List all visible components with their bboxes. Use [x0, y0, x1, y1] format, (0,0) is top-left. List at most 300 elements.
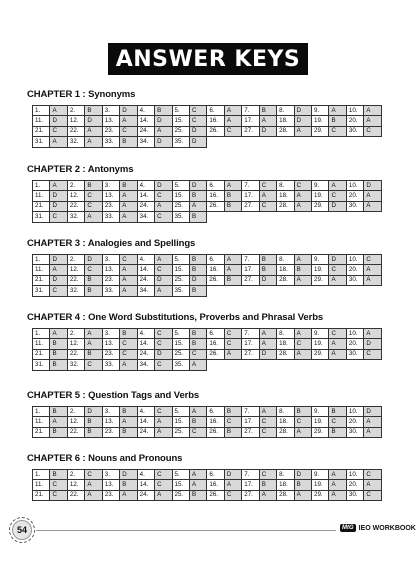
- answer-cell: D: [50, 201, 67, 211]
- question-number: 11.: [33, 480, 50, 490]
- question-number: 21.: [33, 490, 50, 500]
- answer-cell: D: [364, 407, 382, 417]
- question-number: 35.: [172, 137, 189, 147]
- empty-cell: [312, 286, 329, 296]
- footer-brand: [340, 524, 416, 532]
- answer-cell: D: [294, 106, 311, 116]
- empty-cell: [294, 212, 311, 222]
- answer-cell: B: [50, 349, 67, 359]
- empty-cell: [207, 137, 224, 147]
- answer-cell: A: [189, 470, 206, 480]
- answer-cell: C: [329, 191, 346, 201]
- answer-cell: C: [259, 181, 276, 191]
- question-number: 22.: [67, 490, 84, 500]
- question-number: 1.: [33, 255, 50, 265]
- question-number: 8.: [277, 106, 294, 116]
- answer-cell: A: [294, 126, 311, 136]
- empty-cell: [242, 212, 259, 222]
- answer-cell: C: [189, 106, 206, 116]
- question-number: 21.: [33, 427, 50, 437]
- answer-cell: B: [120, 480, 137, 490]
- answer-cell: D: [50, 191, 67, 201]
- answer-cell: B: [50, 339, 67, 349]
- answer-cell: C: [224, 417, 241, 427]
- answer-cell: C: [224, 126, 241, 136]
- question-number: 27.: [242, 275, 259, 285]
- answer-cell: B: [120, 137, 137, 147]
- question-number: 8.: [277, 181, 294, 191]
- question-number: 31.: [33, 137, 50, 147]
- answer-cell: C: [364, 349, 382, 359]
- question-number: 24.: [137, 275, 154, 285]
- answer-cell: B: [224, 407, 241, 417]
- empty-cell: [364, 212, 382, 222]
- table-row: [33, 360, 382, 370]
- table-row: [33, 339, 382, 349]
- question-number: 14.: [137, 417, 154, 427]
- answer-cell: C: [329, 417, 346, 427]
- answer-cell: D: [259, 349, 276, 359]
- answer-cell: D: [189, 181, 206, 191]
- answer-key-table: [32, 406, 382, 438]
- empty-cell: [294, 286, 311, 296]
- table-row: [33, 349, 382, 359]
- answer-cell: A: [120, 212, 137, 222]
- question-number: 12.: [67, 480, 84, 490]
- question-number: 18.: [277, 116, 294, 126]
- question-number: 20.: [346, 339, 363, 349]
- table-row: [33, 116, 382, 126]
- empty-cell: [207, 360, 224, 370]
- question-number: 23.: [102, 275, 119, 285]
- answer-cell: D: [329, 201, 346, 211]
- chapter-title: CHAPTER 4 : One Word Substitutions, Proverbs and Phrasal Verbs: [27, 312, 324, 323]
- empty-cell: [312, 212, 329, 222]
- question-number: 3.: [102, 329, 119, 339]
- empty-cell: [346, 212, 363, 222]
- answer-cell: C: [85, 201, 102, 211]
- answer-cell: A: [189, 407, 206, 417]
- question-number: 1.: [33, 106, 50, 116]
- question-number: 34.: [137, 360, 154, 370]
- answer-cell: C: [50, 126, 67, 136]
- question-number: 28.: [277, 349, 294, 359]
- answer-cell: D: [224, 470, 241, 480]
- empty-cell: [207, 212, 224, 222]
- empty-cell: [259, 137, 276, 147]
- question-number: 17.: [242, 265, 259, 275]
- answer-cell: D: [85, 255, 102, 265]
- answer-cell: A: [120, 286, 137, 296]
- empty-cell: [364, 286, 382, 296]
- question-number: 12.: [67, 191, 84, 201]
- answer-cell: B: [189, 490, 206, 500]
- question-number: 14.: [137, 265, 154, 275]
- answer-cell: B: [189, 255, 206, 265]
- page-number-badge: [9, 517, 35, 543]
- question-number: 15.: [172, 265, 189, 275]
- answer-cell: C: [364, 490, 382, 500]
- answer-cell: A: [224, 349, 241, 359]
- answer-cell: A: [120, 275, 137, 285]
- chapter-2: [27, 163, 387, 223]
- question-number: 32.: [67, 212, 84, 222]
- question-number: 29.: [312, 427, 329, 437]
- answer-cell: A: [329, 339, 346, 349]
- question-number: 33.: [102, 137, 119, 147]
- table-row: [33, 212, 382, 222]
- empty-cell: [277, 286, 294, 296]
- empty-cell: [294, 137, 311, 147]
- question-number: 6.: [207, 407, 224, 417]
- question-number: 9.: [312, 255, 329, 265]
- question-number: 5.: [172, 255, 189, 265]
- answer-key-table: [32, 105, 382, 148]
- answer-cell: C: [50, 480, 67, 490]
- answer-cell: A: [364, 191, 382, 201]
- answer-cell: B: [189, 191, 206, 201]
- answer-cell: C: [155, 470, 172, 480]
- answer-cell: A: [50, 181, 67, 191]
- answer-cell: B: [329, 407, 346, 417]
- answer-cell: A: [329, 480, 346, 490]
- answer-cell: C: [155, 212, 172, 222]
- answer-cell: C: [155, 265, 172, 275]
- answer-cell: A: [120, 116, 137, 126]
- chapter-3: [27, 237, 387, 297]
- empty-cell: [329, 360, 346, 370]
- answer-cell: A: [224, 181, 241, 191]
- answer-cell: A: [294, 201, 311, 211]
- table-row: [33, 490, 382, 500]
- chapter-6: [27, 452, 387, 501]
- empty-cell: [312, 137, 329, 147]
- question-number: 11.: [33, 265, 50, 275]
- question-number: 35.: [172, 360, 189, 370]
- question-number: 19.: [312, 480, 329, 490]
- question-number: 21.: [33, 275, 50, 285]
- answer-key-table: [32, 328, 382, 371]
- question-number: 6.: [207, 181, 224, 191]
- question-number: 14.: [137, 116, 154, 126]
- answer-cell: B: [85, 427, 102, 437]
- answer-cell: C: [120, 255, 137, 265]
- question-number: 3.: [102, 181, 119, 191]
- answer-cell: B: [85, 275, 102, 285]
- question-number: 26.: [207, 201, 224, 211]
- brand-logo: MtG: [342, 525, 354, 531]
- answer-cell: A: [294, 349, 311, 359]
- question-number: 10.: [346, 407, 363, 417]
- question-number: 8.: [277, 470, 294, 480]
- answer-cell: B: [155, 106, 172, 116]
- question-number: 26.: [207, 427, 224, 437]
- answer-cell: A: [364, 201, 382, 211]
- table-row: [33, 191, 382, 201]
- question-number: 24.: [137, 201, 154, 211]
- answer-cell: C: [85, 470, 102, 480]
- question-number: 33.: [102, 212, 119, 222]
- answer-cell: C: [329, 265, 346, 275]
- empty-cell: [224, 137, 241, 147]
- table-row: [33, 126, 382, 136]
- question-number: 8.: [277, 255, 294, 265]
- question-number: 33.: [102, 286, 119, 296]
- empty-cell: [224, 360, 241, 370]
- answer-cell: B: [85, 106, 102, 116]
- chapter-1: [27, 88, 387, 148]
- answer-cell: A: [329, 181, 346, 191]
- answer-cell: B: [189, 212, 206, 222]
- answer-cell: D: [294, 116, 311, 126]
- answer-cell: A: [120, 201, 137, 211]
- table-row: [33, 470, 382, 480]
- table-row: [33, 201, 382, 211]
- question-number: 27.: [242, 427, 259, 437]
- answer-cell: A: [155, 255, 172, 265]
- answer-cell: C: [50, 286, 67, 296]
- answer-cell: A: [259, 407, 276, 417]
- question-number: 3.: [102, 106, 119, 116]
- answer-cell: C: [155, 480, 172, 490]
- answer-cell: D: [364, 339, 382, 349]
- answer-cell: A: [85, 490, 102, 500]
- answer-cell: B: [294, 265, 311, 275]
- question-number: 2.: [67, 106, 84, 116]
- table-row: [33, 137, 382, 147]
- empty-cell: [364, 360, 382, 370]
- page-title: ANSWER KEYS: [108, 43, 308, 75]
- answer-cell: A: [294, 329, 311, 339]
- question-number: 14.: [137, 339, 154, 349]
- answer-cell: B: [189, 265, 206, 275]
- question-number: 22.: [67, 349, 84, 359]
- question-number: 12.: [67, 417, 84, 427]
- question-number: 15.: [172, 116, 189, 126]
- answer-cell: C: [259, 427, 276, 437]
- question-number: 1.: [33, 181, 50, 191]
- question-number: 11.: [33, 116, 50, 126]
- answer-cell: C: [85, 360, 102, 370]
- answer-cell: C: [155, 360, 172, 370]
- question-number: 29.: [312, 275, 329, 285]
- answer-cell: A: [50, 329, 67, 339]
- answer-cell: A: [294, 255, 311, 265]
- table-row: [33, 265, 382, 275]
- table-row: [33, 106, 382, 116]
- answer-cell: A: [364, 265, 382, 275]
- answer-cell: C: [329, 126, 346, 136]
- question-number: 8.: [277, 407, 294, 417]
- question-number: 16.: [207, 339, 224, 349]
- answer-cell: D: [189, 275, 206, 285]
- question-number: 7.: [242, 470, 259, 480]
- answer-cell: D: [50, 275, 67, 285]
- question-number: 32.: [67, 360, 84, 370]
- chapter-4: [27, 311, 387, 371]
- answer-cell: B: [259, 106, 276, 116]
- answer-cell: B: [224, 201, 241, 211]
- question-number: 28.: [277, 490, 294, 500]
- question-number: 6.: [207, 255, 224, 265]
- answer-cell: A: [155, 427, 172, 437]
- answer-cell: A: [364, 329, 382, 339]
- question-number: 4.: [137, 329, 154, 339]
- answer-cell: C: [120, 339, 137, 349]
- question-number: 4.: [137, 181, 154, 191]
- question-number: 6.: [207, 329, 224, 339]
- empty-cell: [207, 286, 224, 296]
- question-number: 9.: [312, 407, 329, 417]
- answer-cell: B: [329, 427, 346, 437]
- question-number: 12.: [67, 339, 84, 349]
- question-number: 30.: [346, 201, 363, 211]
- question-number: 17.: [242, 339, 259, 349]
- question-number: 19.: [312, 265, 329, 275]
- answer-cell: C: [85, 265, 102, 275]
- question-number: 19.: [312, 339, 329, 349]
- question-number: 2.: [67, 407, 84, 417]
- answer-cell: A: [364, 480, 382, 490]
- question-number: 30.: [346, 427, 363, 437]
- answer-cell: A: [85, 212, 102, 222]
- answer-cell: A: [329, 275, 346, 285]
- answer-cell: A: [155, 490, 172, 500]
- question-number: 20.: [346, 480, 363, 490]
- answer-cell: A: [155, 286, 172, 296]
- empty-cell: [277, 212, 294, 222]
- answer-cell: C: [224, 329, 241, 339]
- answer-cell: A: [259, 329, 276, 339]
- answer-cell: C: [259, 201, 276, 211]
- question-number: 5.: [172, 106, 189, 116]
- question-number: 23.: [102, 201, 119, 211]
- question-number: 11.: [33, 191, 50, 201]
- answer-cell: C: [189, 427, 206, 437]
- question-number: 31.: [33, 212, 50, 222]
- question-number: 6.: [207, 470, 224, 480]
- question-number: 26.: [207, 126, 224, 136]
- question-number: 7.: [242, 329, 259, 339]
- answer-cell: A: [294, 275, 311, 285]
- answer-cell: B: [224, 275, 241, 285]
- answer-cell: D: [155, 137, 172, 147]
- answer-cell: B: [224, 427, 241, 437]
- question-number: 17.: [242, 480, 259, 490]
- empty-cell: [259, 212, 276, 222]
- question-number: 18.: [277, 417, 294, 427]
- question-number: 22.: [67, 126, 84, 136]
- question-number: 25.: [172, 126, 189, 136]
- chapter-5: [27, 389, 387, 438]
- answer-cell: A: [259, 116, 276, 126]
- answer-cell: A: [259, 339, 276, 349]
- question-number: 19.: [312, 417, 329, 427]
- empty-cell: [224, 212, 241, 222]
- answer-cell: C: [120, 349, 137, 359]
- question-number: 31.: [33, 286, 50, 296]
- table-row: [33, 407, 382, 417]
- question-number: 5.: [172, 407, 189, 417]
- empty-cell: [346, 286, 363, 296]
- question-number: 33.: [102, 360, 119, 370]
- answer-cell: C: [294, 181, 311, 191]
- answer-cell: A: [189, 480, 206, 490]
- question-number: 3.: [102, 255, 119, 265]
- table-row: [33, 286, 382, 296]
- question-number: 25.: [172, 349, 189, 359]
- answer-cell: B: [294, 480, 311, 490]
- question-number: 23.: [102, 349, 119, 359]
- question-number: 9.: [312, 470, 329, 480]
- question-number: 32.: [67, 137, 84, 147]
- answer-cell: A: [85, 339, 102, 349]
- answer-cell: A: [120, 360, 137, 370]
- question-number: 16.: [207, 116, 224, 126]
- question-number: 23.: [102, 126, 119, 136]
- question-number: 21.: [33, 126, 50, 136]
- question-number: 24.: [137, 490, 154, 500]
- question-number: 13.: [102, 116, 119, 126]
- answer-cell: C: [259, 470, 276, 480]
- answer-cell: D: [329, 255, 346, 265]
- question-number: 32.: [67, 286, 84, 296]
- answer-cell: A: [224, 116, 241, 126]
- question-number: 1.: [33, 407, 50, 417]
- question-number: 25.: [172, 427, 189, 437]
- question-number: 4.: [137, 106, 154, 116]
- empty-cell: [242, 137, 259, 147]
- question-number: 12.: [67, 265, 84, 275]
- answer-cell: A: [259, 490, 276, 500]
- answer-cell: A: [294, 490, 311, 500]
- answer-cell: A: [329, 349, 346, 359]
- question-number: 27.: [242, 349, 259, 359]
- chapter-title: CHAPTER 3 : Analogies and Spellings: [27, 238, 196, 249]
- question-number: 34.: [137, 137, 154, 147]
- answer-cell: A: [224, 255, 241, 265]
- answer-cell: C: [259, 417, 276, 427]
- answer-cell: A: [120, 265, 137, 275]
- answer-cell: B: [120, 329, 137, 339]
- answer-cell: C: [155, 339, 172, 349]
- answer-cell: B: [85, 286, 102, 296]
- answer-cell: C: [364, 126, 382, 136]
- question-number: 13.: [102, 191, 119, 201]
- page-number: 54: [12, 520, 32, 540]
- answer-cell: D: [259, 126, 276, 136]
- chapter-title: CHAPTER 5 : Question Tags and Verbs: [27, 390, 200, 401]
- question-number: 15.: [172, 417, 189, 427]
- question-number: 7.: [242, 181, 259, 191]
- question-number: 27.: [242, 201, 259, 211]
- empty-cell: [312, 360, 329, 370]
- answer-cell: C: [364, 470, 382, 480]
- question-number: 17.: [242, 417, 259, 427]
- question-number: 19.: [312, 191, 329, 201]
- question-number: 27.: [242, 126, 259, 136]
- answer-cell: D: [155, 349, 172, 359]
- question-number: 1.: [33, 470, 50, 480]
- answer-cell: D: [120, 106, 137, 116]
- empty-cell: [346, 360, 363, 370]
- answer-cell: A: [364, 417, 382, 427]
- brand-text: IEO WORKBOOK: [358, 524, 416, 532]
- question-number: 15.: [172, 480, 189, 490]
- question-number: 24.: [137, 349, 154, 359]
- answer-cell: D: [189, 137, 206, 147]
- table-row: [33, 275, 382, 285]
